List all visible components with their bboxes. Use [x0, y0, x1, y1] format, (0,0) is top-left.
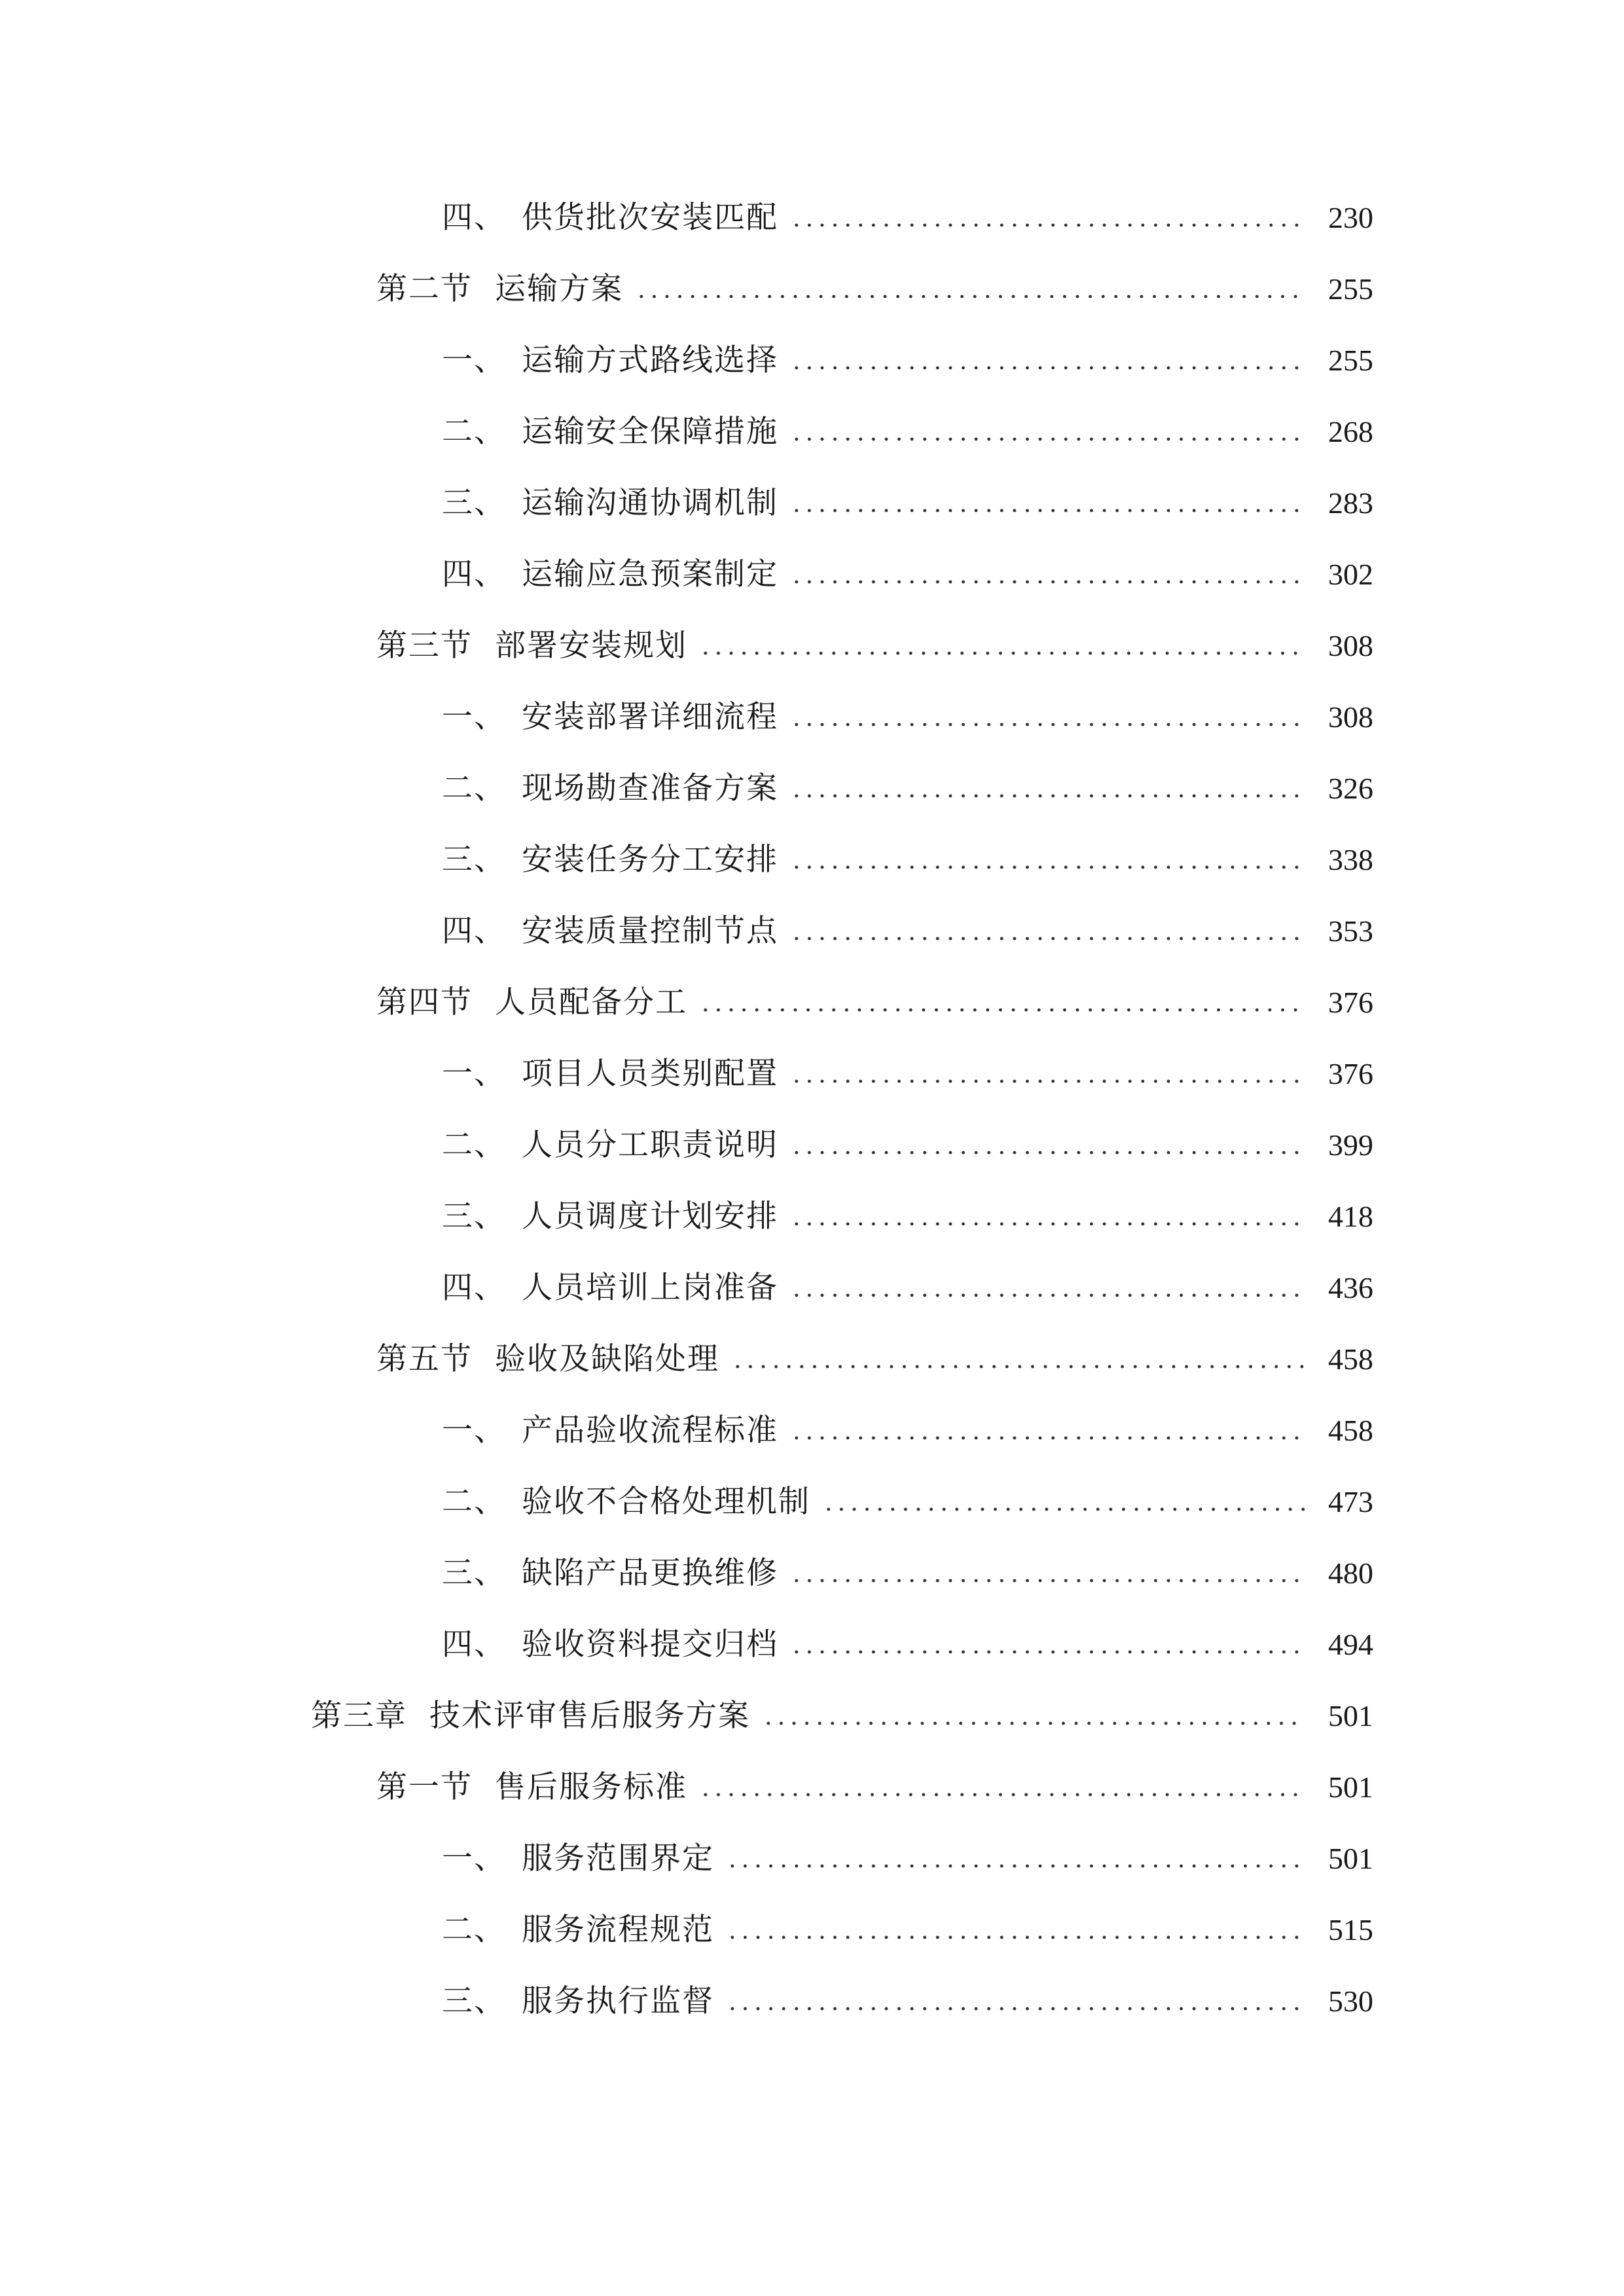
toc-entry-title: 运输应急预案制定: [522, 556, 778, 592]
dot-leader: [699, 1793, 1305, 1797]
toc-entry[interactable]: [376, 620, 1373, 672]
toc-entry-title: 产品验收流程标准: [522, 1412, 778, 1448]
toc-entry-number: 一、: [442, 1840, 506, 1876]
toc-entry-number: 二、: [442, 1127, 506, 1163]
toc-entry-number: 二、: [442, 1484, 506, 1520]
toc-entry-title: 项目人员类别配置: [522, 1056, 778, 1092]
toc-entry[interactable]: [442, 1405, 1373, 1457]
dot-leader: [790, 1436, 1305, 1440]
toc-entry[interactable]: [442, 192, 1373, 244]
toc-entry-number: 四、: [442, 1270, 506, 1306]
toc-entry-title: 运输方式路线选择: [522, 342, 778, 378]
dot-leader: [790, 865, 1305, 869]
toc-entry[interactable]: [376, 263, 1373, 315]
toc-entry-number: 第二节: [376, 271, 473, 307]
toc-entry[interactable]: [442, 691, 1373, 744]
dot-leader: [790, 580, 1305, 584]
toc-entry-number: 三、: [442, 1198, 506, 1234]
dot-leader: [635, 295, 1305, 298]
toc-entry-title: 运输沟通协调机制: [522, 485, 778, 521]
toc-entry-title: 售后服务标准: [495, 1769, 687, 1805]
toc-entry-page: 230: [1328, 201, 1373, 234]
toc-entry-number: 一、: [442, 1412, 506, 1448]
dot-leader: [790, 437, 1305, 441]
toc-entry[interactable]: [442, 477, 1373, 529]
toc-entry-title: 服务执行监督: [522, 1983, 714, 2019]
toc-entry-page: 308: [1328, 629, 1373, 662]
dot-leader: [790, 1222, 1305, 1226]
dot-leader: [790, 937, 1305, 941]
toc-entry-title: 现场勘查准备方案: [522, 770, 778, 806]
toc-entry[interactable]: [442, 1547, 1373, 1600]
toc-entry-title: 验收及缺陷处理: [495, 1341, 719, 1377]
toc-entry-page: 473: [1328, 1485, 1373, 1518]
toc-entry-number: 四、: [442, 556, 506, 592]
toc-entry-title: 服务范围界定: [522, 1840, 714, 1876]
toc-entry[interactable]: [442, 1476, 1373, 1528]
toc-entry[interactable]: [442, 1119, 1373, 1172]
toc-entry[interactable]: [442, 1833, 1373, 1885]
dot-leader: [790, 1579, 1305, 1583]
toc-entry-title: 运输安全保障措施: [522, 414, 778, 450]
toc-entry[interactable]: [442, 548, 1373, 601]
toc-entry[interactable]: [442, 1904, 1373, 1956]
toc-entry-number: 四、: [442, 913, 506, 949]
dot-leader: [762, 1721, 1305, 1725]
toc-entry-title: 安装部署详细流程: [522, 699, 778, 735]
toc-entry-title: 验收不合格处理机制: [522, 1484, 810, 1520]
toc-entry-page: 255: [1328, 272, 1373, 306]
toc-entry[interactable]: [442, 834, 1373, 886]
toc-entry-page: 353: [1328, 914, 1373, 948]
toc-entry[interactable]: [376, 1333, 1373, 1386]
toc-entry-number: 第五节: [376, 1341, 473, 1377]
dot-leader: [699, 1008, 1305, 1012]
toc-entry-title: 技术评审售后服务方案: [429, 1698, 750, 1734]
toc-entry-number: 三、: [442, 485, 506, 521]
toc-entry-page: 458: [1328, 1414, 1373, 1447]
toc-entry[interactable]: [311, 1690, 1373, 1742]
toc-entry-page: 501: [1328, 1770, 1373, 1804]
toc-entry-page: 501: [1328, 1699, 1373, 1732]
dot-leader: [790, 1650, 1305, 1654]
toc-entry[interactable]: [376, 977, 1373, 1029]
toc-entry-number: 一、: [442, 699, 506, 735]
toc-entry-page: 268: [1328, 415, 1373, 448]
toc-entry-page: 376: [1328, 1057, 1373, 1090]
toc-entry-number: 第三节: [376, 628, 473, 664]
toc-entry-title: 人员配备分工: [495, 984, 687, 1020]
toc-entry[interactable]: [442, 334, 1373, 387]
toc-entry[interactable]: [442, 905, 1373, 958]
toc-entry[interactable]: [442, 1048, 1373, 1100]
toc-entry-number: 二、: [442, 770, 506, 806]
toc-entry-number: 二、: [442, 1912, 506, 1948]
toc-entry-page: 399: [1328, 1128, 1373, 1162]
toc-entry-number: 一、: [442, 1056, 506, 1092]
toc-entry-title: 人员培训上岗准备: [522, 1270, 778, 1306]
toc-entry[interactable]: [442, 1975, 1373, 2028]
toc-entry-page: 308: [1328, 700, 1373, 734]
toc-entry-number: 四、: [442, 1626, 506, 1662]
toc-entry[interactable]: [442, 1191, 1373, 1243]
toc-entry-page: 530: [1328, 1984, 1373, 2018]
toc-entry-page: 501: [1328, 1842, 1373, 1875]
toc-entry-title: 人员调度计划安排: [522, 1198, 778, 1234]
toc-entry[interactable]: [442, 1619, 1373, 1671]
toc-entry-title: 服务流程规范: [522, 1912, 714, 1948]
toc-entry-page: 302: [1328, 558, 1373, 591]
dot-leader: [790, 509, 1305, 512]
dot-leader: [790, 723, 1305, 726]
toc-entry-title: 缺陷产品更换维修: [522, 1555, 778, 1591]
toc-entry-number: 三、: [442, 842, 506, 878]
toc-entry-title: 安装质量控制节点: [522, 913, 778, 949]
dot-leader: [822, 1507, 1305, 1511]
toc-entry-number: 第三章: [311, 1698, 407, 1734]
toc-entry-number: 三、: [442, 1555, 506, 1591]
toc-entry[interactable]: [442, 406, 1373, 458]
toc-entry-title: 安装任务分工安排: [522, 842, 778, 878]
toc-entry-title: 验收资料提交归档: [522, 1626, 778, 1662]
dot-leader: [790, 1151, 1305, 1155]
toc-entry-page: 326: [1328, 772, 1373, 805]
toc-entry-page: 480: [1328, 1556, 1373, 1590]
dot-leader: [790, 1079, 1305, 1083]
toc-entry-page: 436: [1328, 1271, 1373, 1304]
toc-entry-title: 供货批次安装匹配: [522, 200, 778, 236]
toc-entry-page: 338: [1328, 843, 1373, 876]
toc-entry-page: 458: [1328, 1342, 1373, 1376]
toc-entry-title: 部署安装规划: [495, 628, 687, 664]
toc-entry-page: 418: [1328, 1200, 1373, 1233]
toc-entry-number: 二、: [442, 414, 506, 450]
toc-entry[interactable]: [376, 1761, 1373, 1814]
toc-entry-number: 第一节: [376, 1769, 473, 1805]
dot-leader: [790, 366, 1305, 370]
dot-leader: [731, 1365, 1305, 1369]
dot-leader: [790, 223, 1305, 227]
toc-entry[interactable]: [442, 1262, 1373, 1314]
toc-entry-page: 255: [1328, 344, 1373, 377]
dot-leader: [790, 1293, 1305, 1297]
dot-leader: [726, 2007, 1305, 2011]
toc-entry-page: 494: [1328, 1628, 1373, 1661]
dot-leader: [726, 1935, 1305, 1939]
toc-entry-number: 四、: [442, 200, 506, 236]
toc-entry-page: 376: [1328, 986, 1373, 1019]
toc-entry-title: 运输方案: [495, 271, 623, 307]
dot-leader: [699, 651, 1305, 655]
toc-entry-page: 515: [1328, 1913, 1373, 1946]
dot-leader: [790, 794, 1305, 798]
toc-entry-number: 一、: [442, 342, 506, 378]
toc-entry-number: 三、: [442, 1983, 506, 2019]
toc-entry[interactable]: [442, 762, 1373, 815]
toc-entry-title: 人员分工职责说明: [522, 1127, 778, 1163]
dot-leader: [726, 1864, 1305, 1868]
toc-entry-number: 第四节: [376, 984, 473, 1020]
toc-entry-page: 283: [1328, 486, 1373, 520]
